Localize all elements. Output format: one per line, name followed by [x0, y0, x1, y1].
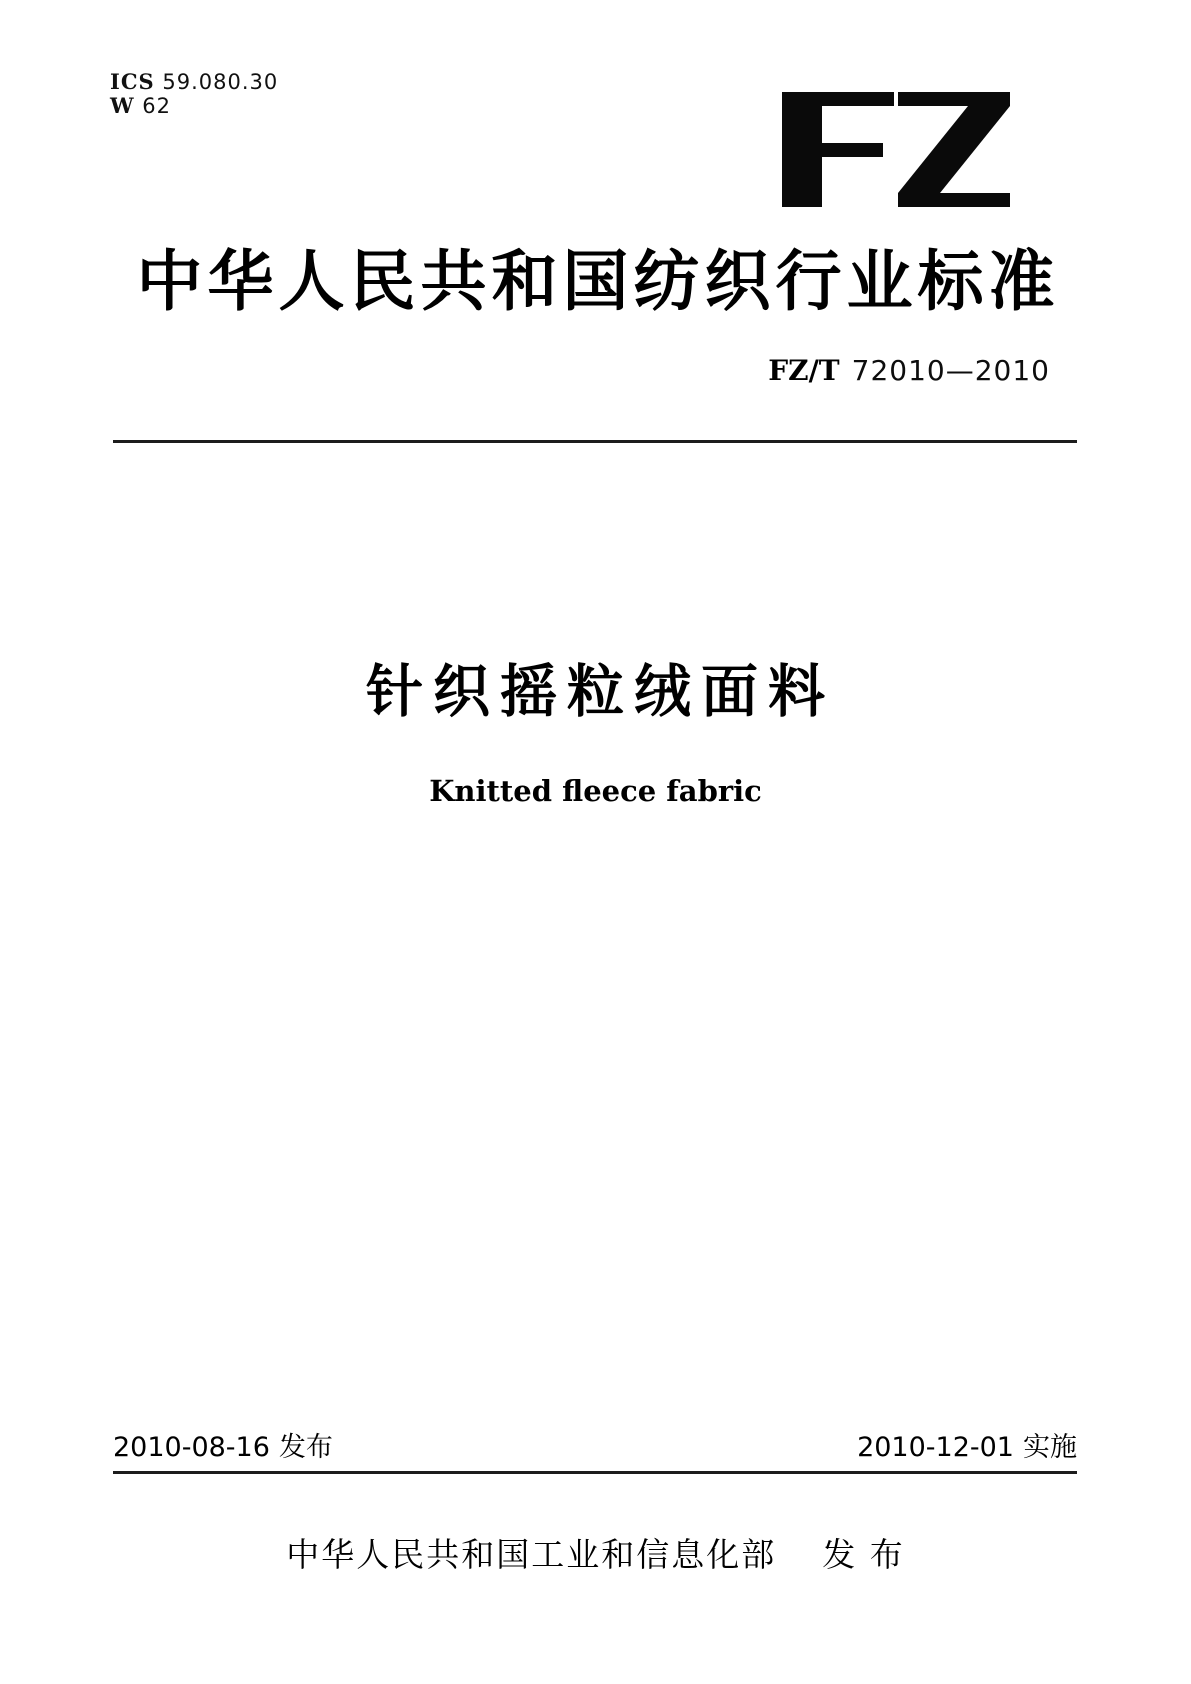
document-title-english: Knitted fleece fabric	[429, 774, 762, 808]
standard-number-prefix: FZ/T	[768, 354, 840, 387]
issue-action-label: 发 布	[822, 1535, 905, 1574]
implementation-date-block	[857, 1434, 1077, 1461]
issuing-organization: 中华人民共和国工业和信息化部	[286, 1535, 777, 1574]
ics-code-line	[110, 70, 278, 94]
issuing-organization-row	[0, 1535, 1191, 1574]
release-date: 2010-08-16	[113, 1432, 270, 1463]
date-row	[113, 1434, 1077, 1461]
class-code-number: 62	[142, 94, 172, 118]
standard-number-value: 72010—2010	[851, 354, 1050, 387]
release-date-block	[113, 1434, 333, 1461]
standard-category-title: 中华人民共和国纺织行业标准	[136, 243, 1060, 320]
release-date-label: 发布	[278, 1432, 333, 1463]
fz-standard-logo	[782, 92, 1010, 207]
document-title-chinese: 针织摇粒绒面料	[366, 659, 835, 725]
document-class-line	[110, 94, 278, 118]
top-horizontal-rule	[113, 440, 1077, 443]
ics-classification	[110, 70, 278, 118]
bottom-horizontal-rule	[113, 1471, 1077, 1474]
implementation-date: 2010-12-01	[857, 1432, 1014, 1463]
class-code-letter: W	[110, 93, 135, 118]
fz-logo-graphic	[782, 92, 1010, 207]
ics-code: 59.080.30	[162, 70, 279, 94]
ics-label: ICS	[110, 69, 155, 94]
standard-number	[768, 354, 1050, 387]
implementation-date-label: 实施	[1023, 1432, 1077, 1463]
